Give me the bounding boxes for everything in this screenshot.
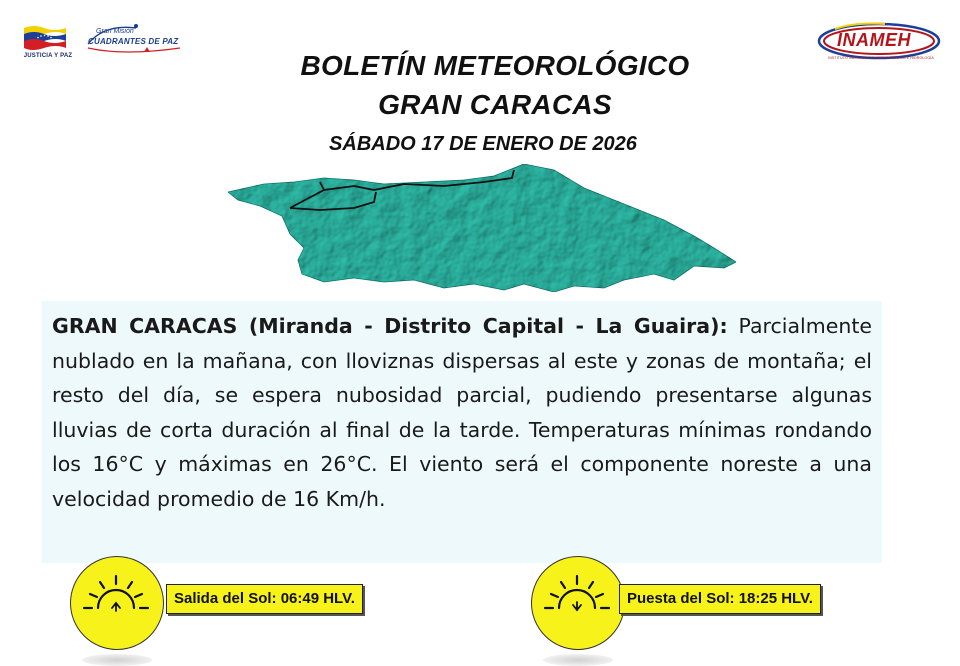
region-title: GRAN CARACAS: [378, 89, 612, 120]
sunrise-block: [70, 556, 430, 666]
sunrise-label: Salida del Sol: 06:49 HLV.: [166, 584, 363, 614]
forecast-panel: [42, 301, 882, 563]
bulletin-date: SÁBADO 17 DE ENERO DE 2026: [329, 133, 637, 155]
justicia-y-paz-caption: JUSTICIA Y PAZ: [23, 53, 73, 59]
map-region-shape: [228, 164, 736, 292]
inameh-subtitle: INSTITUTO NACIONAL DE METEOROLOGÍA E HIDROLOGÍA: [828, 56, 934, 60]
sunset-block: [531, 556, 891, 666]
forecast-description: Parcialmente nublado en la mañana, con lloviznas dispersas al este y zonas de montaña; el resto del día, se espera nubosidad parcial, pudiendo presentarse algunas lluvias de corta duración al final de la tarde. Temperaturas mínimas rondando los 16°C y máximas en 26°C. El viento será el componente noreste a una velocidad promedio de 16 Km/h.: [52, 314, 872, 511]
sunrise-icon: [70, 556, 162, 648]
bulletin-title: BOLETÍN METEOROLÓGICO: [300, 50, 690, 81]
gran-caracas-relief-map: [224, 164, 744, 302]
sunrise-shadow: [82, 654, 152, 666]
inameh-name: INAMEH: [837, 30, 911, 50]
venezuela-flag-icon: [22, 24, 68, 52]
sunset-label: Puesta del Sol: 18:25 HLV.: [619, 584, 821, 614]
sunset-shadow: [543, 654, 613, 666]
sunset-icon: [531, 556, 623, 648]
mission-line2: CUADRANTES DE PAZ: [88, 37, 179, 46]
forecast-region-label: GRAN CARACAS (Miranda - Distrito Capital - La Guaira):: [52, 314, 728, 338]
mission-line1: Gran Misión: [96, 28, 134, 35]
forecast-paragraph: [52, 309, 872, 516]
